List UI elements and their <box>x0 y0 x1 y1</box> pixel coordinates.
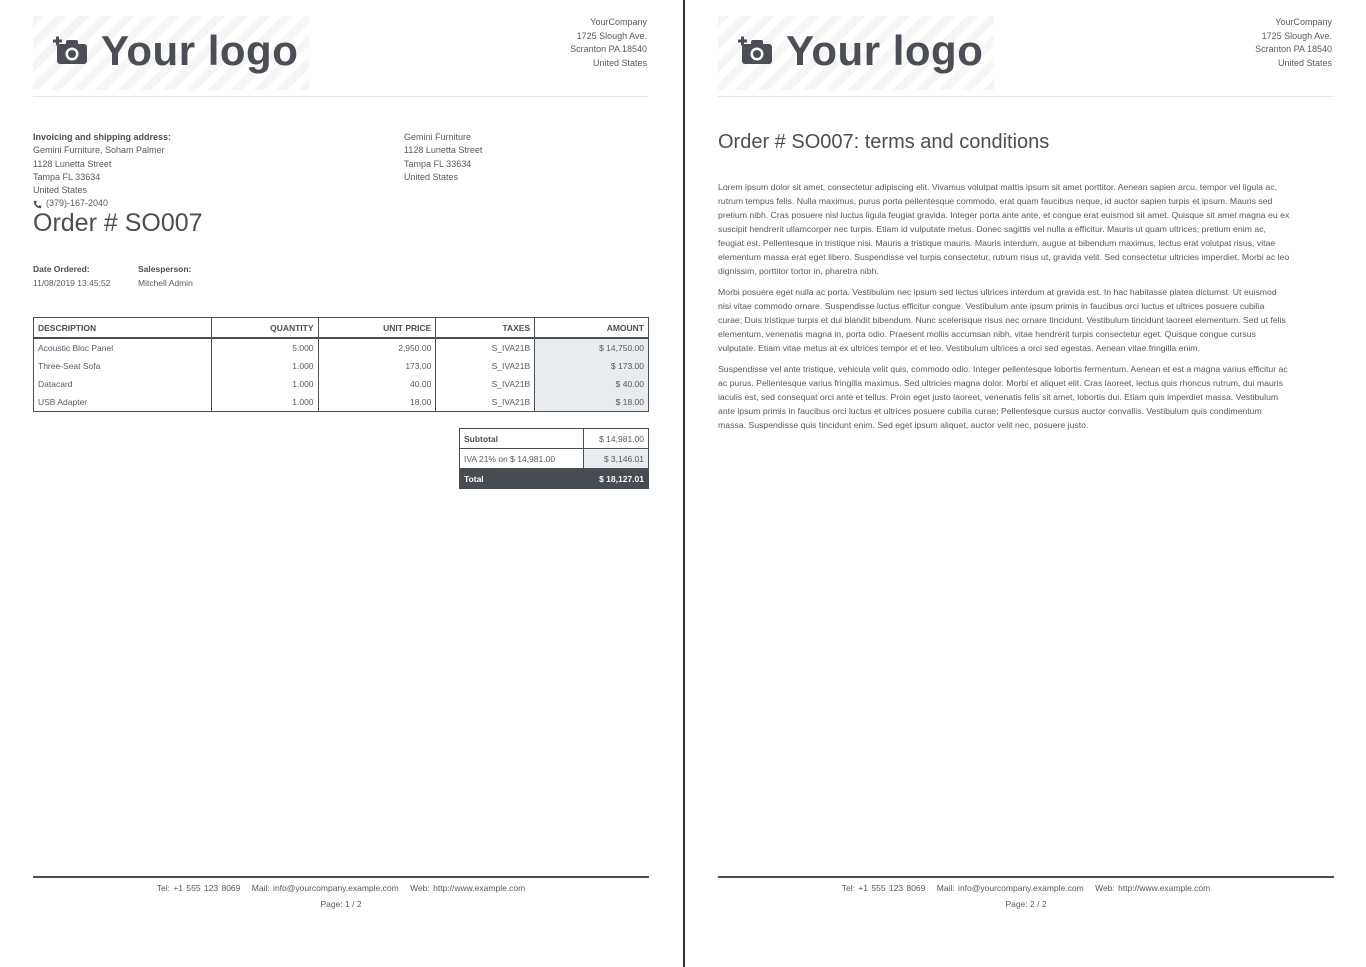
cell-description: Datacard <box>34 375 212 393</box>
address-line: United States <box>33 185 88 196</box>
cell-taxes: S_IVA21B <box>436 375 535 393</box>
cell-description: Three-Seat Sofa <box>34 357 212 375</box>
company-country: United States <box>592 57 647 68</box>
phone-number: (379)-167-2040 <box>46 198 109 209</box>
table-header-row <box>34 318 649 339</box>
date-ordered-label: Date Ordered: <box>33 264 90 274</box>
terms-body <box>718 180 1290 439</box>
cell-taxes: S_IVA21B <box>436 393 535 412</box>
footer-tel: Tel: +1 555 123 8069 <box>841 883 926 893</box>
footer-divider <box>33 876 649 878</box>
salesperson-label: Salesperson: <box>138 264 192 274</box>
cell-taxes: S_IVA21B <box>436 338 535 357</box>
company-street: 1725 Slough Ave. <box>1261 30 1332 41</box>
cell-taxes: S_IVA21B <box>436 357 535 375</box>
company-city: Scranton PA 18540 <box>570 44 647 54</box>
header-divider <box>718 96 1333 97</box>
address-line: Tampa FL 33634 <box>33 171 101 182</box>
header-divider <box>33 96 648 97</box>
footer-web: Web: http://www.example.com <box>410 883 526 893</box>
cell-description: Acoustic Bloc Panel <box>34 338 212 357</box>
footer-mail: Mail: info@yourcompany.example.com <box>251 883 399 893</box>
order-title: Order # SO007 <box>33 209 203 237</box>
company-name: YourCompany <box>590 17 647 27</box>
invoicing-address <box>33 131 171 211</box>
footer-contact <box>33 883 649 893</box>
page-2 <box>685 0 1366 967</box>
company-address <box>570 16 647 70</box>
cell-quantity: 1.000 <box>211 393 318 412</box>
tax-label: IVA 21% on $ 14,981.00 <box>460 449 584 469</box>
date-ordered-value: 11/08/2019 13:45:52 <box>33 278 111 288</box>
camera-plus-icon <box>53 36 89 66</box>
cell-unit-price: 40.00 <box>318 375 436 393</box>
column-header-quantity: QUANTITY <box>211 318 318 339</box>
salesperson <box>138 262 193 290</box>
phone-icon <box>33 200 42 209</box>
address-line: Tampa FL 33634 <box>404 158 472 169</box>
camera-plus-icon <box>738 36 774 66</box>
address-label: Invoicing and shipping address: <box>33 132 172 142</box>
cell-amount: $ 18.00 <box>535 393 649 412</box>
logo-text: Your logo <box>786 27 984 74</box>
address-line: Gemini Furniture, Soham Palmer <box>33 145 165 156</box>
address-line: United States <box>404 171 459 182</box>
footer-divider <box>718 876 1334 878</box>
terms-paragraph: Lorem ipsum dolor sit amet, consectetur adipiscing elit. Vivamus volutpat mattis ipsum sit amet porttitor. Aenean sapien arcu, tempor vel ligula ac, rutrum tempus felis. Nulla maximus, purus porta pellentesque commodo, erat quam faucibus neque, id auctor sapien turpis et ipsum. Mauris sed pretium nibh. Cras posuere nisl luctus ligula feugiat gravida. Integer porta ante ante, et congue erat euismod sit amet. Quisque sit amet magna eu ex suscipit hendrerit ullamcorper nec turpis. Etiam id vulputate metus. Donec sagittis vel nulla a efficitur. Mauris ut quam ultrices, pretium enim ac, feugiat est. Pellentesque in tristique nisi. Mauris a tristique mauris. Mauris interdum, augue at bibendum maximus, lectus erat volutpat risus, vitae elementum massa erat eget libero. Suspendisse vel turpis consectetur, rutrum risus ut, gravida velit. Sed consectetur ultricies imperdiet. Morbi ac leo dignissim, porttitor tortor in, pharetra nibh. <box>718 182 1290 276</box>
cell-amount: $ 40.00 <box>535 375 649 393</box>
date-ordered <box>33 262 110 290</box>
cell-quantity: 1.000 <box>211 375 318 393</box>
footer-web: Web: http://www.example.com <box>1095 883 1211 893</box>
cell-amount: $ 173.00 <box>535 357 649 375</box>
column-header-amount: AMOUNT <box>535 318 649 339</box>
column-header-unit-price: UNIT PRICE <box>318 318 436 339</box>
total-row <box>460 469 649 489</box>
cell-unit-price: 18.00 <box>318 393 436 412</box>
table-row <box>34 375 649 393</box>
subtotal-value: $ 14,981.00 <box>584 429 649 449</box>
tax-value: $ 3,146.01 <box>584 449 649 469</box>
cell-description: USB Adapter <box>34 393 212 412</box>
address-line: 1128 Lunetta Street <box>404 145 483 156</box>
shipping-address <box>404 131 482 184</box>
company-city: Scranton PA 18540 <box>1255 44 1332 54</box>
company-logo <box>718 16 994 90</box>
table-row <box>34 393 649 412</box>
subtotal-row <box>460 429 649 449</box>
cell-unit-price: 2,950.00 <box>318 338 436 357</box>
column-header-description: DESCRIPTION <box>34 318 212 339</box>
total-value: $ 18,127.01 <box>584 469 649 489</box>
subtotal-label: Subtotal <box>460 429 584 449</box>
terms-title: Order # SO007: terms and conditions <box>718 131 1050 153</box>
page-number: Page: 1 / 2 <box>320 899 362 909</box>
address-line: Gemini Furniture <box>404 132 472 142</box>
tax-row <box>460 449 649 469</box>
terms-paragraph: Suspendisse vel ante tristique, vehicula velit quis, commodo odio. Integer pellentesque lobortis fermentum. Aenean et est a magna varius efficitur ac ac purus. Pellentesque varius fringilla maximus. Sed ultricies magna dolor. Morbi et aliquet elit. Cras laoreet, lectus quis rhoncus rutrum, dui mauris iaculis est, sed consequat orci ante et tellus. Proin eget justo laoreet, venenatis felis sit amet, lobortis dui. Etiam quis imperdiet massa. Vestibulum ante ipsum primis in faucibus orci luctus et ultrices posuere cubilia curae; Pellentesque cursus auctor convallis. Vestibulum quis condimentum massa. Suspendisse quis tincidunt enim. Sed eget ipsum aliquet, auctor velit nec, posuere justo. <box>718 364 1288 430</box>
cell-quantity: 1.000 <box>211 357 318 375</box>
company-country: United States <box>1277 57 1332 68</box>
company-address <box>1255 16 1332 70</box>
company-name: YourCompany <box>1275 17 1332 27</box>
logo-text: Your logo <box>101 27 299 74</box>
column-header-taxes: TAXES <box>436 318 535 339</box>
address-line: 1128 Lunetta Street <box>33 158 112 169</box>
total-label: Total <box>460 469 584 489</box>
cell-quantity: 5.000 <box>211 338 318 357</box>
company-street: 1725 Slough Ave. <box>576 30 647 41</box>
footer-mail: Mail: info@yourcompany.example.com <box>936 883 1084 893</box>
order-lines-table <box>33 317 649 412</box>
salesperson-value: Mitchell Admin <box>138 278 193 288</box>
cell-unit-price: 173.00 <box>318 357 436 375</box>
terms-paragraph: Morbi posuere eget nulla ac porta. Vestibulum nec ipsum sed lectus ultrices interdum at gravida est. In hac habitasse platea dictumst. Ut euismod nisi vitae commodo ornare. Suspendisse luctus efficitur congue. Vestibulum ante ipsum primis in faucibus orci luctus et ultrices posuere cubilia curae; Duis tristique turpis et dui blandit bibendum. Nunc scelerisque risus nec ornare tincidunt. Vestibulum tincidunt laoreet elementum. Sed ut felis elementum, venenatis magna in, porta odio. Praesent mollis accumsan nibh, vitae hendrerit turpis consectetur eget. Quisque congue cursus vulputate. Etiam vitae metus at ex ultrices tempor et et leo. Vestibulum ultrices a orci sed egestas. Aenean vitae fringilla enim. <box>718 287 1286 353</box>
table-row <box>34 338 649 357</box>
cell-amount: $ 14,750.00 <box>535 338 649 357</box>
company-logo <box>33 16 309 90</box>
footer-contact <box>718 883 1334 893</box>
footer-tel: Tel: +1 555 123 8069 <box>156 883 241 893</box>
totals-table <box>459 428 649 489</box>
page-number: Page: 2 / 2 <box>1005 899 1047 909</box>
table-row <box>34 357 649 375</box>
